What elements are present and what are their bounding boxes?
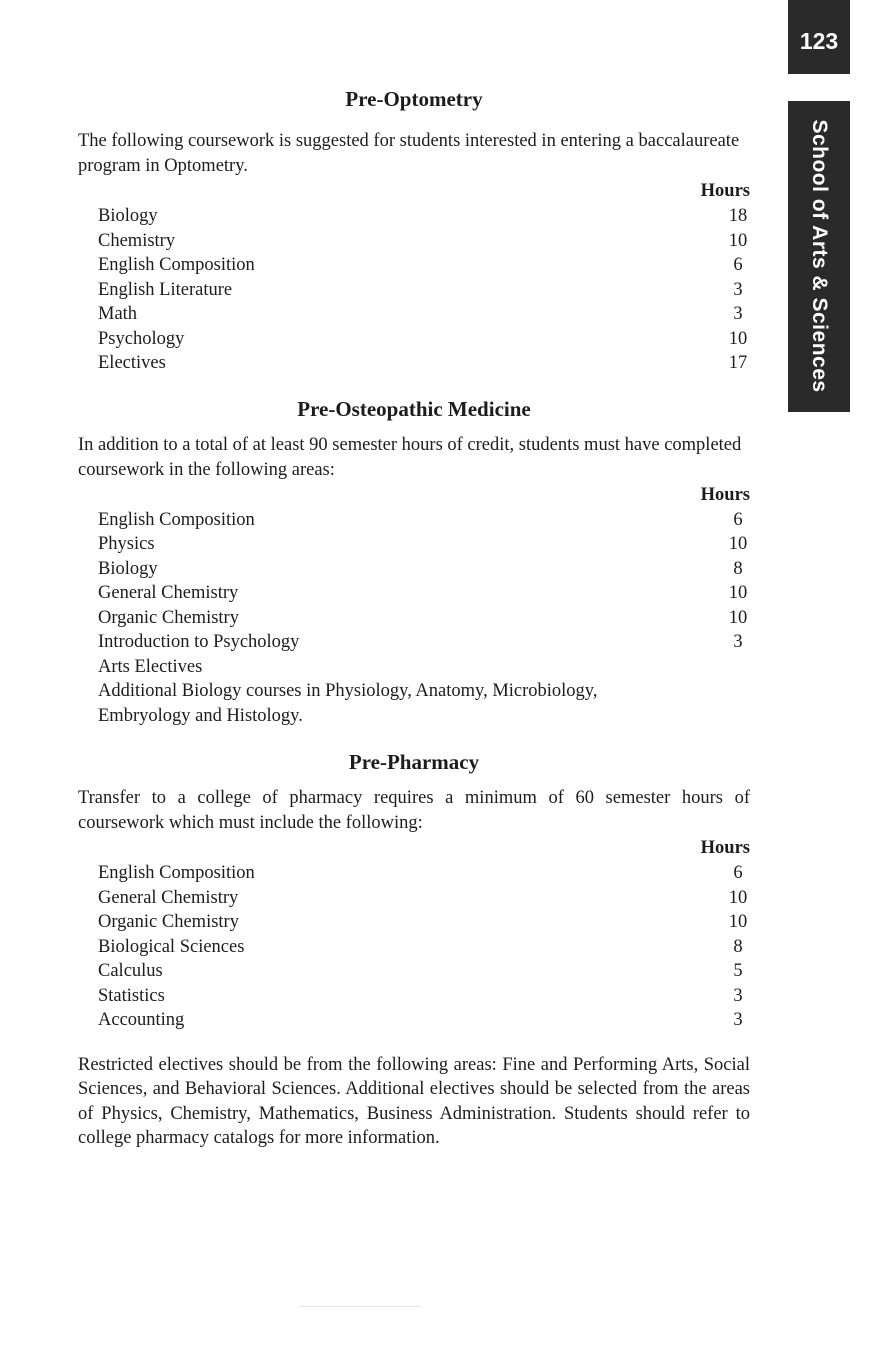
course-name: English Composition xyxy=(98,863,255,883)
course-row xyxy=(98,204,750,229)
course-name: Biology xyxy=(98,558,158,579)
section-intro: The following coursework is suggested for students interested in entering a baccalaureate program in Optometry. xyxy=(78,131,740,176)
course-hours: 18 xyxy=(728,206,748,226)
course-name: Physics xyxy=(98,534,155,554)
course-row xyxy=(98,557,750,582)
section-title: Pre-Optometry xyxy=(345,87,483,111)
course-row xyxy=(98,861,750,886)
section-title: Pre-Pharmacy xyxy=(348,750,480,774)
section-intro: In addition to a total of at least 90 semester hours of credit, students must have completed coursework in the following areas: xyxy=(78,434,742,480)
course-name: English Literature xyxy=(98,279,233,300)
course-hours: 3 xyxy=(733,1010,743,1030)
course-hours: 3 xyxy=(733,632,743,652)
course-list xyxy=(98,204,750,376)
course-row xyxy=(98,229,750,254)
section-intro: Transfer to a college of pharmacy requires a minimum of 60 semester hours of coursework which must include the following: xyxy=(78,788,750,833)
page-number xyxy=(788,0,850,74)
course-name: General Chemistry xyxy=(98,887,239,908)
footer-divider xyxy=(300,1306,420,1307)
course-hours: 3 xyxy=(733,304,743,324)
course-hours: 8 xyxy=(733,558,743,579)
course-name: Chemistry xyxy=(98,230,176,251)
course-name: Accounting xyxy=(98,1010,185,1030)
course-row xyxy=(98,959,750,984)
course-hours: 10 xyxy=(728,583,748,603)
section-side-tab xyxy=(788,101,850,412)
course-row xyxy=(98,278,750,303)
course-hours: 6 xyxy=(733,863,743,883)
course-hours: 10 xyxy=(728,912,748,932)
extra-course-line: Embryology and Histology. xyxy=(98,705,303,726)
course-name: English Composition xyxy=(98,255,255,275)
course-name: Math xyxy=(98,304,138,324)
course-hours: 8 xyxy=(733,936,743,957)
course-hours: 17 xyxy=(728,353,748,373)
page-number-text: 123 xyxy=(799,27,839,54)
course-row xyxy=(98,606,750,631)
course-row xyxy=(98,508,750,533)
extra-course-line: Arts Electives xyxy=(98,656,203,677)
section-pre-osteopathic xyxy=(78,394,750,729)
closing-paragraph: Restricted electives should be from the following areas: Fine and Performing Arts, Social Sciences, and Behavioral Sciences. Additional electives should be selected from the areas of Physics, Chemistry, Mathematics, Business Administration. Students should refer to college pharmacy catalogs for more information. xyxy=(78,1054,750,1148)
course-row xyxy=(98,581,750,606)
course-row xyxy=(98,935,750,960)
hours-column-header: Hours xyxy=(700,484,750,505)
course-row xyxy=(98,351,750,376)
course-row xyxy=(98,886,750,911)
extra-course-line: Additional Biology courses in Physiology, Anatomy, Microbiology, xyxy=(98,681,598,701)
section-pre-pharmacy xyxy=(78,747,750,1151)
section-pre-optometry xyxy=(78,84,750,376)
section-side-tab-label: School of Arts & Sciences xyxy=(808,119,831,393)
course-hours: 10 xyxy=(728,887,748,908)
page-content xyxy=(78,84,750,1169)
course-row xyxy=(98,984,750,1009)
course-row xyxy=(98,910,750,935)
course-name: English Composition xyxy=(98,509,255,530)
course-list xyxy=(98,861,750,1033)
course-hours: 10 xyxy=(728,534,748,554)
course-name: Introduction to Psychology xyxy=(98,632,300,652)
course-name: Calculus xyxy=(98,961,163,981)
course-row xyxy=(98,532,750,557)
course-name: General Chemistry xyxy=(98,583,239,603)
course-name: Statistics xyxy=(98,985,165,1006)
course-row xyxy=(98,1008,750,1033)
course-hours: 10 xyxy=(728,328,748,349)
hours-column-header: Hours xyxy=(700,181,750,201)
course-hours: 6 xyxy=(733,255,743,275)
course-row xyxy=(98,327,750,352)
hours-column-header: Hours xyxy=(700,838,750,858)
section-title: Pre-Osteopathic Medicine xyxy=(297,396,531,421)
course-row xyxy=(98,302,750,327)
course-name: Organic Chemistry xyxy=(98,912,239,932)
course-hours: 10 xyxy=(728,607,748,628)
course-row xyxy=(98,253,750,278)
course-hours: 6 xyxy=(733,509,743,530)
course-name: Electives xyxy=(98,353,166,373)
course-hours: 3 xyxy=(733,279,743,300)
course-row xyxy=(98,630,750,655)
course-hours: 10 xyxy=(728,230,748,251)
course-name: Biology xyxy=(98,206,158,226)
course-name: Biological Sciences xyxy=(98,936,245,957)
course-list xyxy=(98,508,750,655)
course-hours: 3 xyxy=(733,985,743,1006)
course-name: Psychology xyxy=(98,328,185,349)
course-name: Organic Chemistry xyxy=(98,607,239,628)
course-hours: 5 xyxy=(733,961,743,981)
